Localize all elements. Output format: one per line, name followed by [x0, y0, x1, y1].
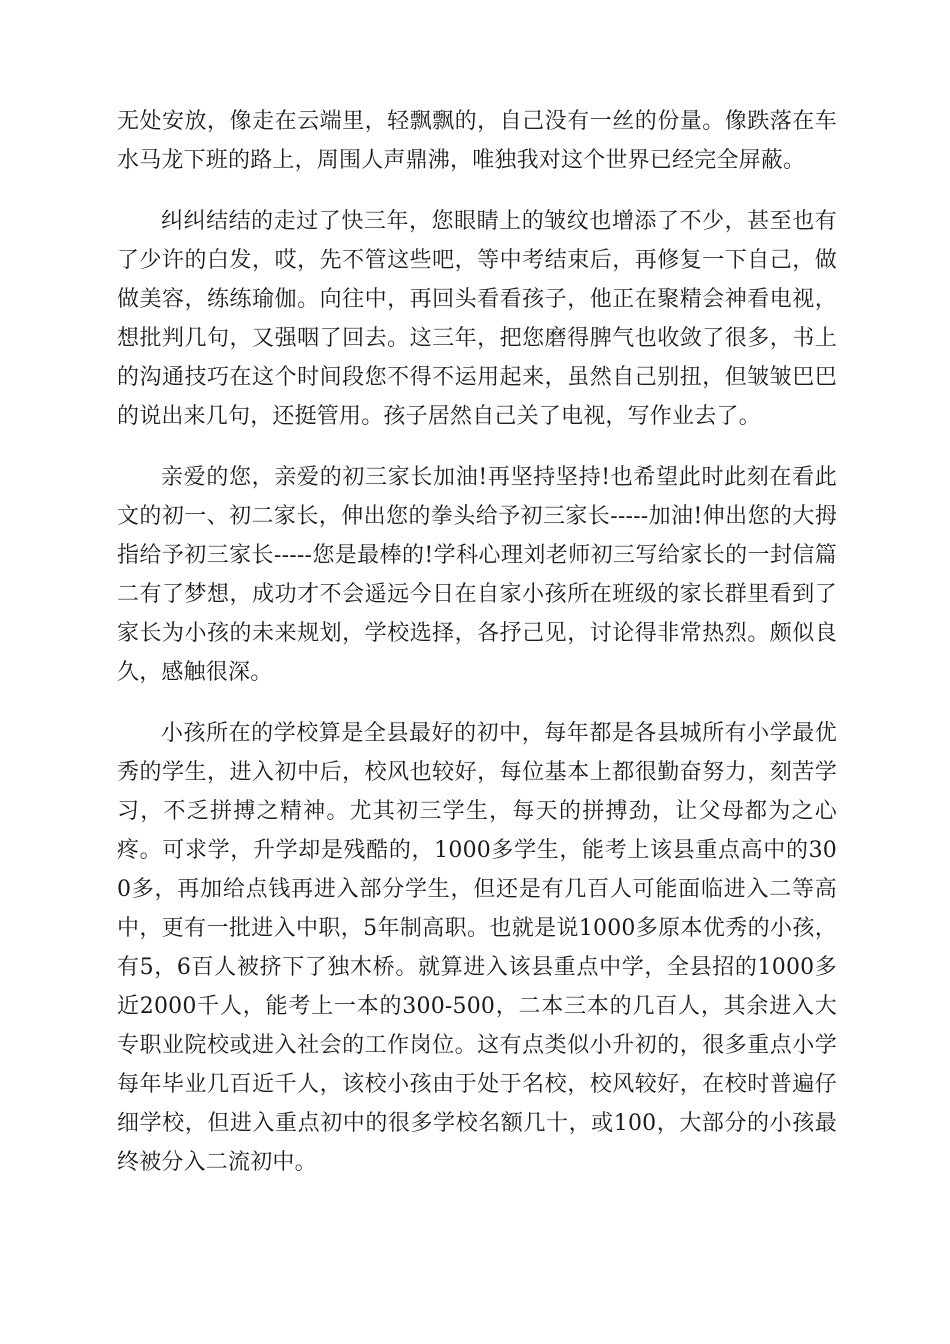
paragraph-2: 纠纠结结的走过了快三年，您眼睛上的皱纹也增添了不少，甚至也有了少许的白发，哎，先不管这些吧，等中考结束后，再修复一下自己，做做美容，练练瑜伽。向往中，再回头看看孩子，他正在聚精会神看电视，想批判几句，又强咽了回去。这三年，把您磨得脾气也收敛了很多，书上的沟通技巧在这个时间段您不得不运用起来，虽然自己别扭，但皱皱巴巴的说出来几句，还挺管用。孩子居然自己关了电视，写作业去了。 [117, 209, 837, 429]
paragraph-4: 小孩所在的学校算是全县最好的初中，每年都是各县城所有小学最优秀的学生，进入初中后，校风也较好，每位基本上都很勤奋努力，刻苦学习，不乏拼搏之精神。尤其初三学生，每天的拼搏劲，让父母都为之心疼。可求学，升学却是残酷的，1000多学生，能考上该县重点高中的300多，再加给点钱再进入部分学生，但还是有几百人可能面临进入二等高中，更有一批进入中职，5年制高职。也就是说1000多原本优秀的小孩，有5，6百人被挤下了独木桥。就算进入该县重点中学，全县招的1000多近2000千人，能考上一本的300-500，二本三本的几百人，其余进入大专职业院校或进入社会的工作岗位。这有点类似小升初的，很多重点小学每年毕业几百近千人，该校小孩由于处于名校，校风较好，在校时普遍仔细学校，但进入重点初中的很多学校名额几十，或100，大部分的小孩最终被分入二流初中。 [117, 721, 837, 1175]
paragraph-1: 无处安放，像走在云端里，轻飘飘的，自己没有一丝的份量。像跌落在车水马龙下班的路上，周围人声鼎沸，唯独我对这个世界已经完全屏蔽。 [117, 109, 837, 173]
paragraph-3: 亲爱的您，亲爱的初三家长加油!再坚持坚持!也希望此时此刻在看此文的初一、初二家长，伸出您的拳头给予初三家长-----加油!伸出您的大拇指给予初三家长-----您是最棒的!学科心理刘老师初三写给家长的一封信篇二有了梦想，成功才不会遥远今日在自家小孩所在班级的家长群里看到了家长为小孩的未来规划，学校选择，各抒己见，讨论得非常热烈。颇似良久，感触很深。 [117, 465, 837, 685]
document-body [117, 102, 837, 1204]
